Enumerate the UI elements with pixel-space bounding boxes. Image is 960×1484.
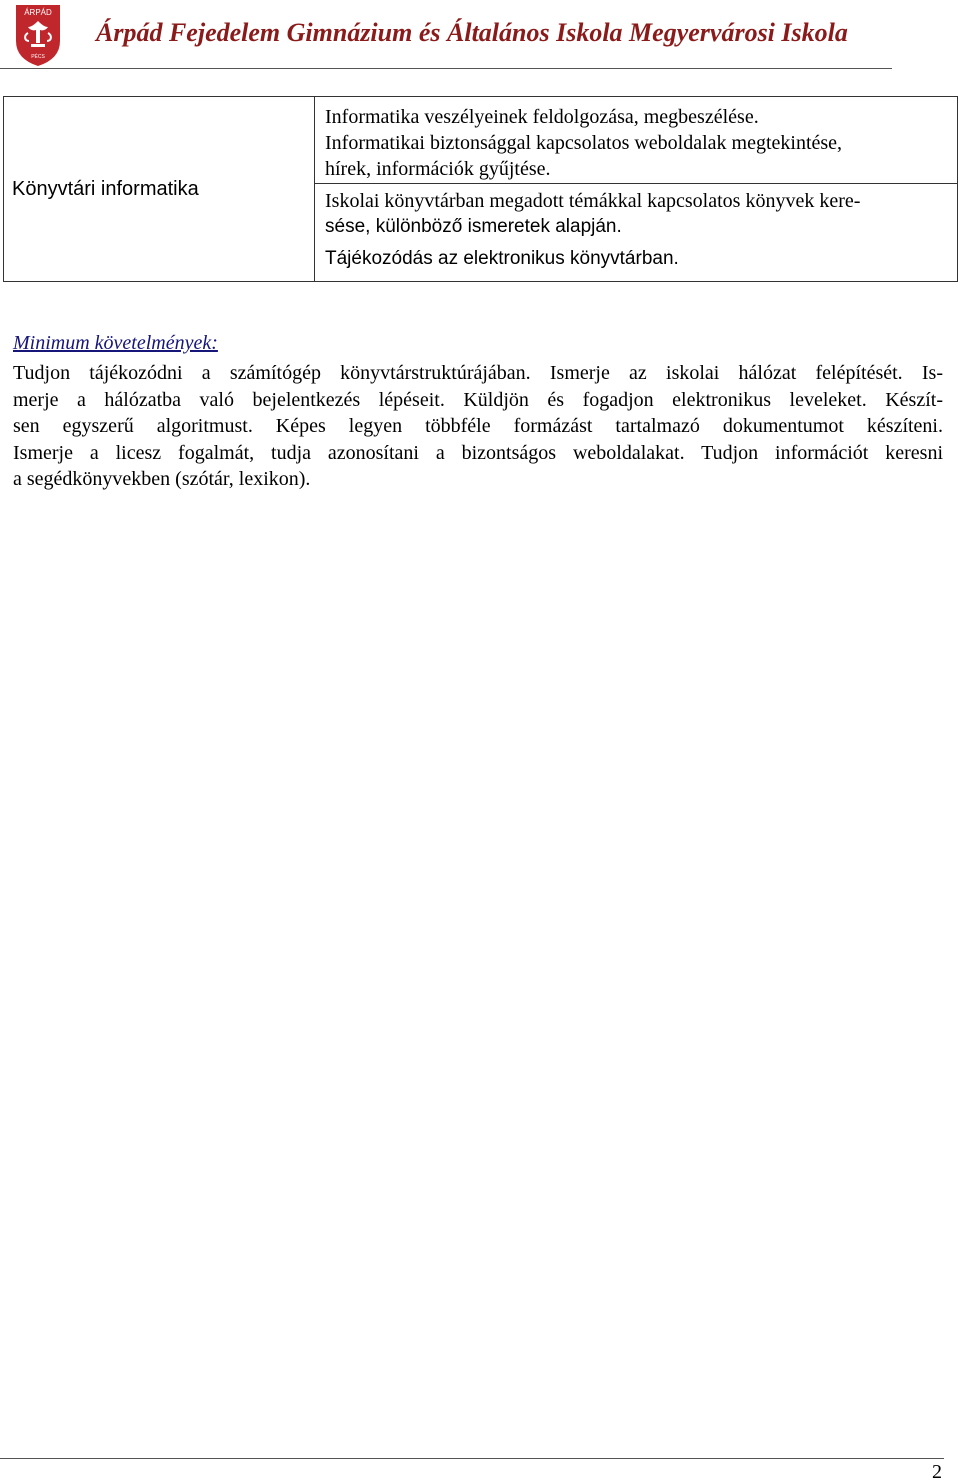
paragraph-line: merje a hálózatba való bejelentkezés lépéseit. Küldjön és fogadjon elektronikus leveleket. Készít- [13, 388, 943, 411]
content-block-2 [325, 184, 949, 272]
logo-text-bottom: PÉCS [31, 54, 45, 60]
content-line: hírek, információk gyűjtése. [325, 158, 551, 180]
page-header [0, 0, 960, 70]
paragraph-line: Ismerje a licesz fogalmát, tudja azonosítani a bizontságos weboldalakat. Tudjon információt keresni [13, 441, 943, 464]
content-block-1 [325, 104, 949, 183]
content-line: Tájékozódás az elektronikus könyvtárban. [325, 248, 679, 269]
minimum-requirements-heading: Minimum követelmények: [13, 332, 218, 354]
footer-divider [0, 1458, 944, 1459]
school-name-title: Árpád Fejedelem Gimnázium és Általános Iskola Megyervárosi Iskola [96, 18, 848, 47]
school-crest-logo [14, 3, 62, 67]
logo-text-top: ÁRPÁD [24, 8, 52, 17]
page-number: 2 [932, 1461, 942, 1483]
paragraph-line: sen egyszerű algoritmust. Képes legyen többféle formázást tartalmazó dokumentumot készíteni. [13, 415, 943, 437]
content-cell [315, 97, 958, 282]
content-line: sése, különböző ismeretek alapján. [325, 216, 622, 237]
content-line: Informatikai biztonsággal kapcsolatos weboldalak megtekintése, [325, 132, 843, 154]
header-divider [0, 68, 892, 69]
curriculum-table [3, 96, 958, 282]
paragraph-line: a segédkönyvekben (szótár, lexikon). [13, 468, 311, 490]
content-line: Informatika veszélyeinek feldolgozása, megbeszélése. [325, 106, 759, 128]
minimum-requirements-text [13, 360, 943, 493]
topic-label: Könyvtári informatika [12, 177, 199, 200]
table-row [4, 97, 958, 282]
paragraph-line: Tudjon tájékozódni a számítógép könyvtárstruktúrájában. Ismerje az iskolai hálózat felépítését. Is- [13, 362, 943, 384]
topic-cell [4, 97, 315, 282]
content-line: Iskolai könyvtárban megadott témákkal kapcsolatos könyvek kere- [325, 190, 861, 212]
